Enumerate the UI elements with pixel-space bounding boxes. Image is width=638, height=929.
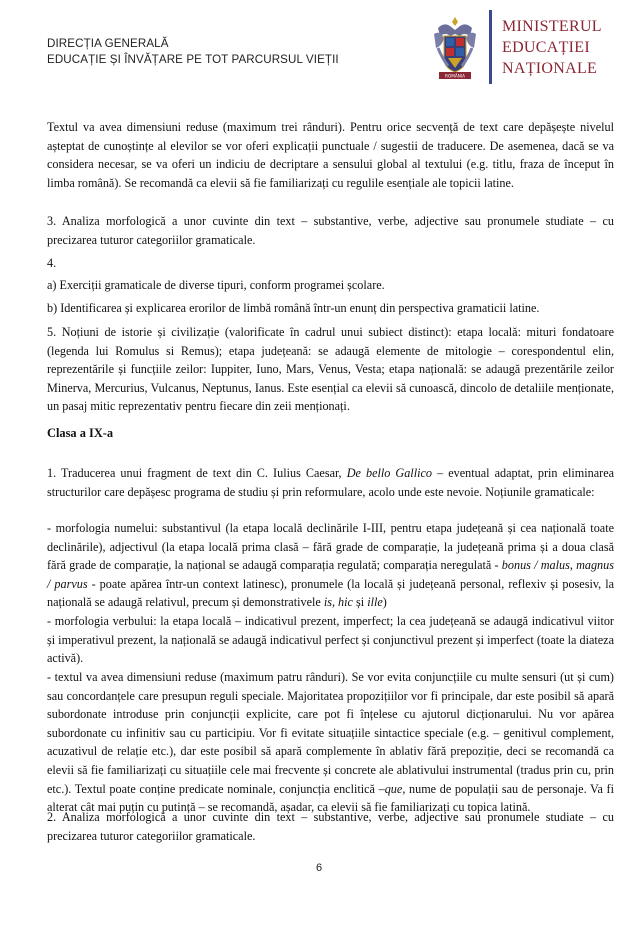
paragraph-noun-morphology: - morfologia numelui: substantivul (la etapa locală declinările I-III, pentru etapa județeană și cea națională toate declinările), adjectivul (la etapa locală prima clasă – fără grade de comparație, la județeană prima și a doua clasă fără grade de comparație, la național se adaugă comparația regulată; comparația neregulată - bonus / malus, magnus / parvus - poate apărea într-un context latinesc), pronumele (la locală și județeană personal, reflexiv și posesiv, la națională se adaugă relativul, precum și demonstrativele is, hic și ille)	[47, 521, 614, 610]
romania-coat-of-arms-icon	[430, 14, 480, 84]
header-divider	[489, 10, 492, 84]
department-line-1: DIRECȚIA GENERALĂ	[47, 37, 169, 50]
ministry-line-3: NAȚIONALE	[502, 60, 598, 77]
paragraph-item-2-analysis: 2. Analiza morfologică a unor cuvinte din text – substantive, verbe, adjective sau pronumele studiate – cu precizarea tuturor categoriilor gramaticale.	[47, 810, 614, 843]
work-title: De bello Gallico	[346, 466, 432, 480]
department-line-2: EDUCAȚIE ȘI ÎNVĂȚARE PE TOT PARCURSUL VIEȚII	[47, 53, 339, 66]
paragraph-text-four-lines: - textul va avea dimensiuni reduse (maximum patru rânduri). Se vor evita conjuncțiile cu multe sensuri (ut și cum) sau concordanțele care presupun reguli speciale. Majoritatea propozițiilor vor fi principale, dar este posibil să apară subordonate introduse prin conjuncții explicite, care pot fi înțelese cu ajutorul dicționarului. Nu vor apărea subordonate cu infinitiv sau cu participiu. Vor fi evitate situațiile sintactice speciale (e.g. – genitivul complement, acuzativul de relație etc.), dar este posibil să apară complemente în ablativ fără prepoziție, deci se recomandă ca elevii să fie familiarizați cu situațiile cele mai frecvente și concrete ale ablativului instrumental (tradus prin cu, prin etc.). Textul poate conține predicate nominale, conjuncția enclitică –que, nume de populații sau de personaje. Va fi alterat cât mai puțin cu putință – se recomandă, așadar, ca elevii să fie familiarizați cu topica latină.	[47, 670, 614, 815]
paragraph-item-4a: a) Exerciții gramaticale de diverse tipuri, conform programei școlare.	[47, 278, 385, 292]
page-number: 6	[315, 862, 323, 874]
paragraph-translation: 1. Traducerea unui fragment de text din C. Iulius Caesar, De bello Gallico – eventual adaptat, prin eliminarea structurilor care depășesc programa de studiu și prin reformulare, acolo unde este nevoie. Noțiunile gramaticale:	[47, 466, 615, 499]
ministry-logo-text	[502, 16, 602, 79]
crest-label: ROMÂNIA	[445, 73, 465, 79]
ministry-line-1: MINISTERUL	[502, 18, 602, 35]
paragraph-item-4b: b) Identificarea și explicarea erorilor de limbă română într-un enunț din perspectiva gramaticii latine.	[47, 301, 540, 315]
paragraph-verb-morphology: - morfologia verbului: la etapa locală – indicativul prezent, imperfect; la cea județeană se adaugă indicativul viitor și imperativul prezent, la națională se adaugă indicativul perfect și conjunctivul prezent și imperfect (toate la diateza activă).	[47, 614, 614, 666]
ministry-line-2: EDUCAȚIEI	[502, 39, 591, 56]
paragraph-item-4: 4.	[47, 256, 57, 270]
paragraph-text-dimensions: Textul va avea dimensiuni reduse (maximum trei rânduri). Pentru orice secvență de text care depășește nivelul așteptat de cunoștințe al elevilor se vor oferi explicații punctuale / sugestii de traducere. De asemenea, dacă se va considera necesar, se va oferi un indiciu de decriptare a sensului global al textului (e.g. titlu, fraza de început în limba română). Se recomandă ca elevii să fie familiarizați cu regulile esențiale ale topicii latine.	[47, 120, 614, 190]
section-heading-class-ix: Clasa a IX-a	[47, 426, 114, 440]
department-header	[47, 36, 339, 68]
paragraph-item-3: 3. Analiza morfologică a unor cuvinte din text – substantive, verbe, adjective sau pronumele studiate – cu precizarea tuturor categoriilor gramaticale.	[47, 214, 614, 247]
paragraph-item-5: 5. Noțiuni de istorie și civilizație (valorificate în cadrul unui subiect distinct): etapa locală: mituri fondatoare (legenda lui Romulus si Remus); etapa județeană: se adaugă elemente de mitologie – corespondentul elin, reprezentările și funcțiile zeilor: Iuppiter, Iuno, Mars, Venus, Vesta; etapa națională: se adaugă prezentările zeilor Minerva, Mercurius, Vulcanus, Neptunus, Ianus. Este esențial ca elevii să cunoască, dincolo de detaliile menționate, un pasaj mitic reprezentativ pentru fiecare din zeii menționați.	[47, 325, 614, 414]
